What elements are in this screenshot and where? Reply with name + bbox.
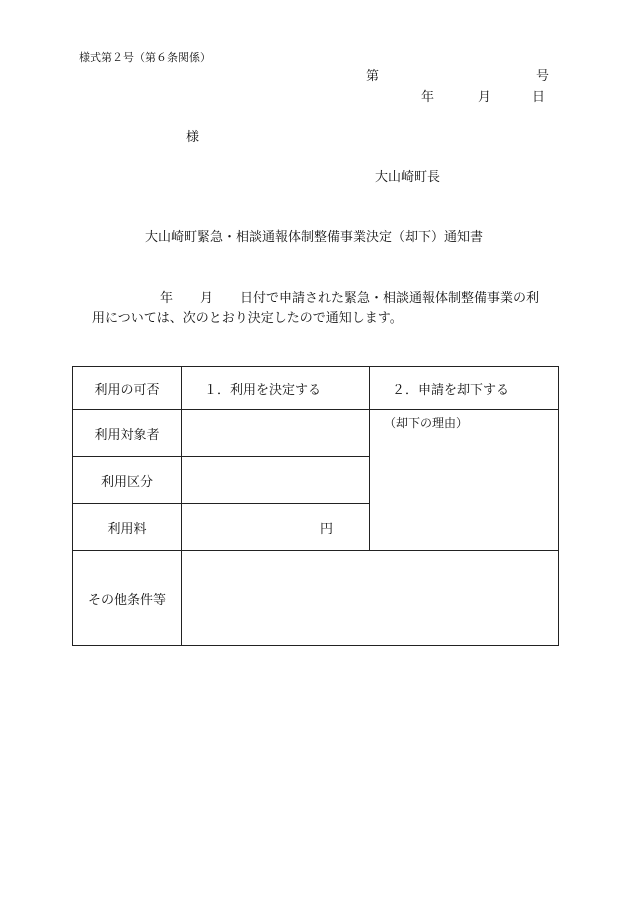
- date-month-label: 月: [478, 90, 492, 105]
- usage-fee-label: 利用料: [73, 504, 182, 551]
- fee-unit: 円: [319, 521, 333, 537]
- table-row: [73, 551, 559, 646]
- target-person-field: [182, 410, 370, 457]
- other-conditions-label: その他条件等: [73, 551, 182, 646]
- usage-category-label: 利用区分: [73, 457, 182, 504]
- other-conditions-field: [182, 551, 559, 646]
- reject-option: ２．申請を却下する: [370, 367, 559, 410]
- target-person-label: 利用対象者: [73, 410, 182, 457]
- usage-category-field: [182, 457, 370, 504]
- document-title: 大山崎町緊急・相談通報体制整備事業決定（却下）通知書: [145, 230, 484, 245]
- date-year-label: 年: [421, 90, 435, 105]
- body-text-line2: 用については、次のとおり決定したので通知します。: [92, 311, 403, 326]
- approve-option: １．利用を決定する: [182, 367, 370, 410]
- addressee-honorific: 様: [186, 130, 200, 145]
- body-year-label: 年: [160, 291, 174, 306]
- form-number: 様式第２号（第６条関係）: [79, 51, 211, 64]
- reject-reason-field: [370, 410, 559, 551]
- document-number-suffix: 号: [536, 69, 550, 84]
- decision-table: [72, 366, 559, 646]
- body-text-line1: 日付で申請された緊急・相談通報体制整備事業の利: [240, 291, 540, 306]
- issuer-name: 大山崎町長: [375, 170, 441, 185]
- approval-label: 利用の可否: [73, 367, 182, 410]
- reject-reason-label: （却下の理由）: [384, 416, 469, 430]
- table-row: [73, 410, 559, 457]
- usage-fee-field: [182, 504, 370, 551]
- date-day-label: 日: [532, 90, 546, 105]
- body-month-label: 月: [200, 291, 214, 306]
- table-row: [73, 367, 559, 410]
- document-number-prefix: 第: [366, 69, 380, 84]
